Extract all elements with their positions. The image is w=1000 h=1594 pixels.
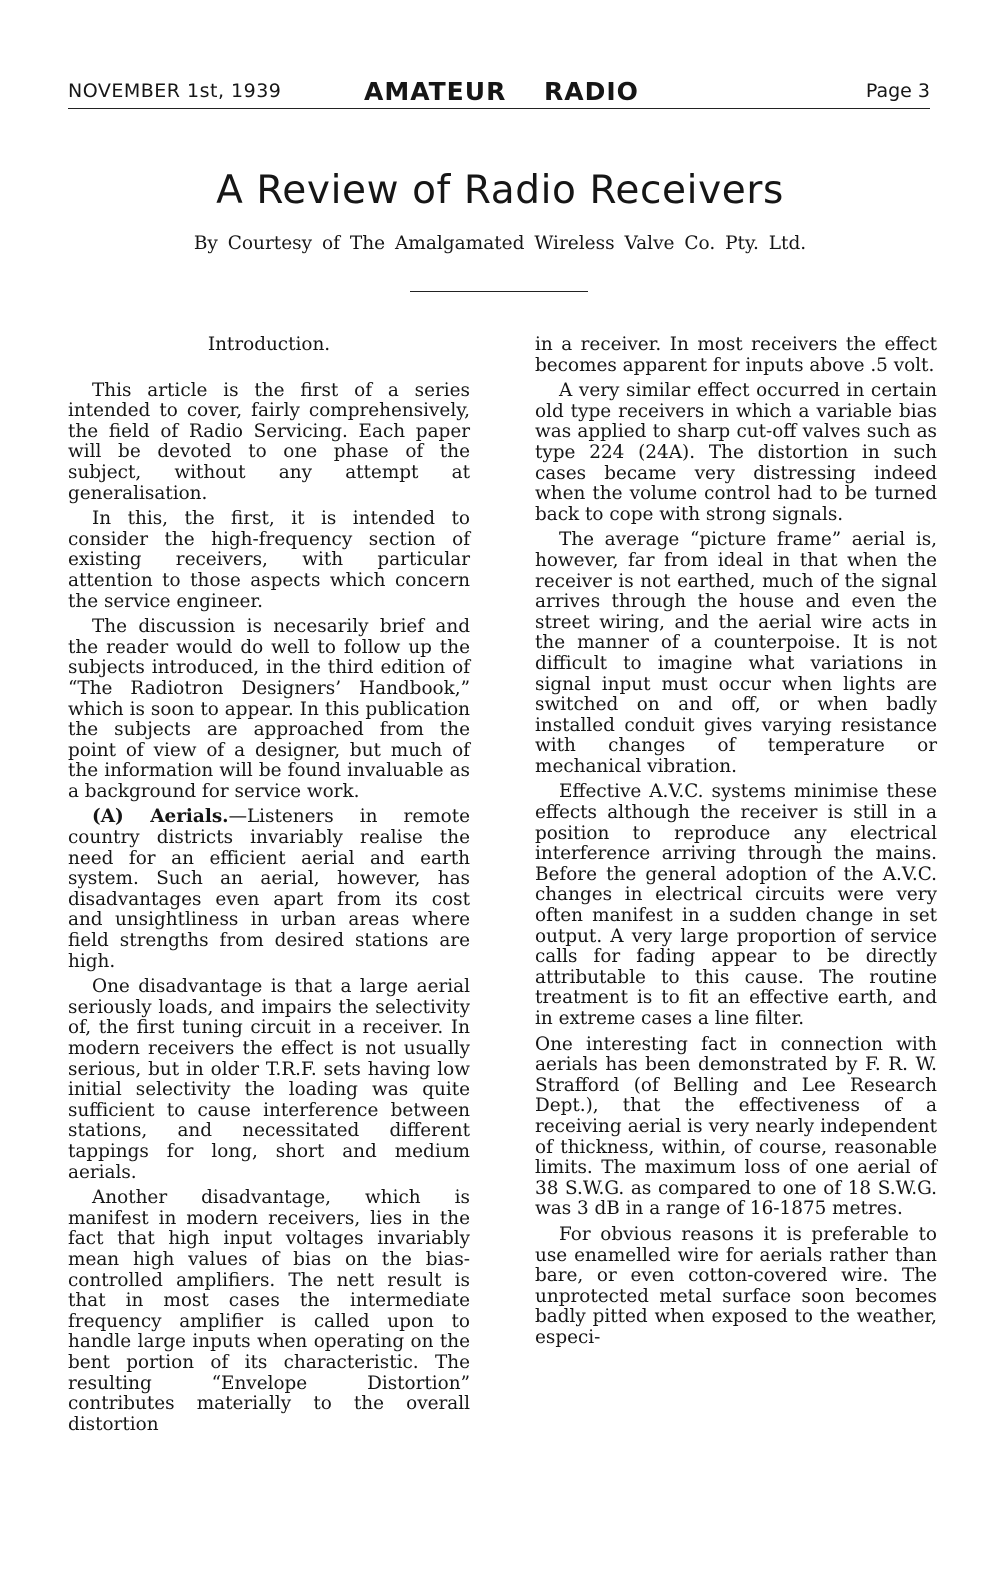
paragraph: In this, the first, it is intended to consider the high-frequency section of existing receivers, with particular attention to those aspects which concern the service engineer. xyxy=(68,508,470,612)
paragraph: For obvious reasons it is preferable to use enamelled wire for aerials rather than bare, or even cotton-covered wire. The unprotected metal surface soon becomes badly pitted when exposed to the weather, especi- xyxy=(535,1223,937,1348)
page-number: Page 3 xyxy=(865,80,930,102)
paragraph: The discussion is necesarily brief and the reader would do well to follow up the subjects introduced, in the third edition of “The Radiotron Designers’ Handbook,” which is soon to appear. In this publication the subjects are approached from the point of view of a designer, but much of the information will be found invaluable as a background for service work. xyxy=(68,616,470,802)
page-header xyxy=(68,78,930,109)
paragraph: This article is the first of a series intended to cover, fairly comprehensively, the field of Radio Servicing. Each paper will be devoted to one phase of the subject, without any attempt at generalisation. xyxy=(68,379,470,504)
article-byline: By Courtesy of The Amalgamated Wireless Valve Co. Pty. Ltd. xyxy=(193,233,807,254)
subsection-label: (A) Aerials. xyxy=(92,806,229,828)
paragraph: in a receiver. In most receivers the effect becomes apparent for inputs above .5 volt. xyxy=(535,334,937,376)
left-column xyxy=(68,335,470,1440)
article-title: A Review of Radio Receivers xyxy=(216,168,784,213)
issue-date: NOVEMBER 1st, 1939 xyxy=(68,80,282,102)
right-column xyxy=(535,335,937,1354)
paragraph: The average “picture frame” aerial is, however, far from ideal in that when the receiver is not earthed, much of the signal arrives through the house and even the street wiring, and the aerial wire acts in the manner of a counterpoise. It is not difficult to imagine what variations in signal input must occur when lights are switched on and off, or when badly installed conduit gives varying resistance with changes of temperature or mechanical vibration. xyxy=(535,529,937,777)
paragraph: Another disadvantage, which is manifest in modern receivers, lies in the fact that high input voltages invariably mean high values of bias on the bias-controlled amplifiers. The nett result is that in most cases the intermediate frequency amplifier is called upon to handle large inputs when operating on the bent portion of its characteristic. The resulting “Envelope Distortion” contributes materially to the overall distortion xyxy=(68,1187,470,1435)
paragraph: A very similar effect occurred in certain old type receivers in which a variable bias was applied to sharp cut-off valves such as type 224 (24A). The distortion in such cases became very distressing indeed when the volume control had to be turned back to cope with strong signals. xyxy=(535,380,937,525)
paragraph: Effective A.V.C. systems minimise these effects although the receiver is still in a position to reproduce any electrical interference arriving through the mains. Before the general adoption of the A.V.C. changes in electrical circuits were very often manifest in a sudden change in set output. A very large proportion of service calls for fading appear to be directly attributable to this cause. The routine treatment is to fit an effective earth, and in extreme cases a line filter. xyxy=(535,781,937,1029)
paragraph: One interesting fact in connection with aerials has been demonstrated by F. R. W. Strafford (of Belling and Lee Research Dept.), that the effectiveness of a receiving aerial is very nearly independent of thickness, within, of course, reasonable limits. The maximum loss of one aerial of 38 S.W.G. as compared to one of 18 S.W.G. was 3 dB in a range of 16-1875 metres. xyxy=(535,1033,937,1220)
section-heading: Introduction. xyxy=(207,334,331,355)
magazine-title: AMATEUR RADIO xyxy=(364,77,639,106)
paragraph-text: —Listeners in remote country districts invariably realise the need for an efficient aerial and earth system. Such an aerial, however, has disadvantages even apart from its cost and unsightliness in urban areas where field strengths from desired stations are high. xyxy=(68,806,470,972)
paragraph-aerials xyxy=(68,807,470,972)
paragraph: One disadvantage is that a large aerial seriously loads, and impairs the selectivity of, the first tuning circuit in a receiver. In modern receivers the effect is not usually serious, but in older T.R.F. sets having low initial selectivity the loading was quite sufficient to cause interference between stations, and necessitated different tappings for long, short and medium aerials. xyxy=(68,976,470,1183)
title-divider xyxy=(410,291,588,292)
